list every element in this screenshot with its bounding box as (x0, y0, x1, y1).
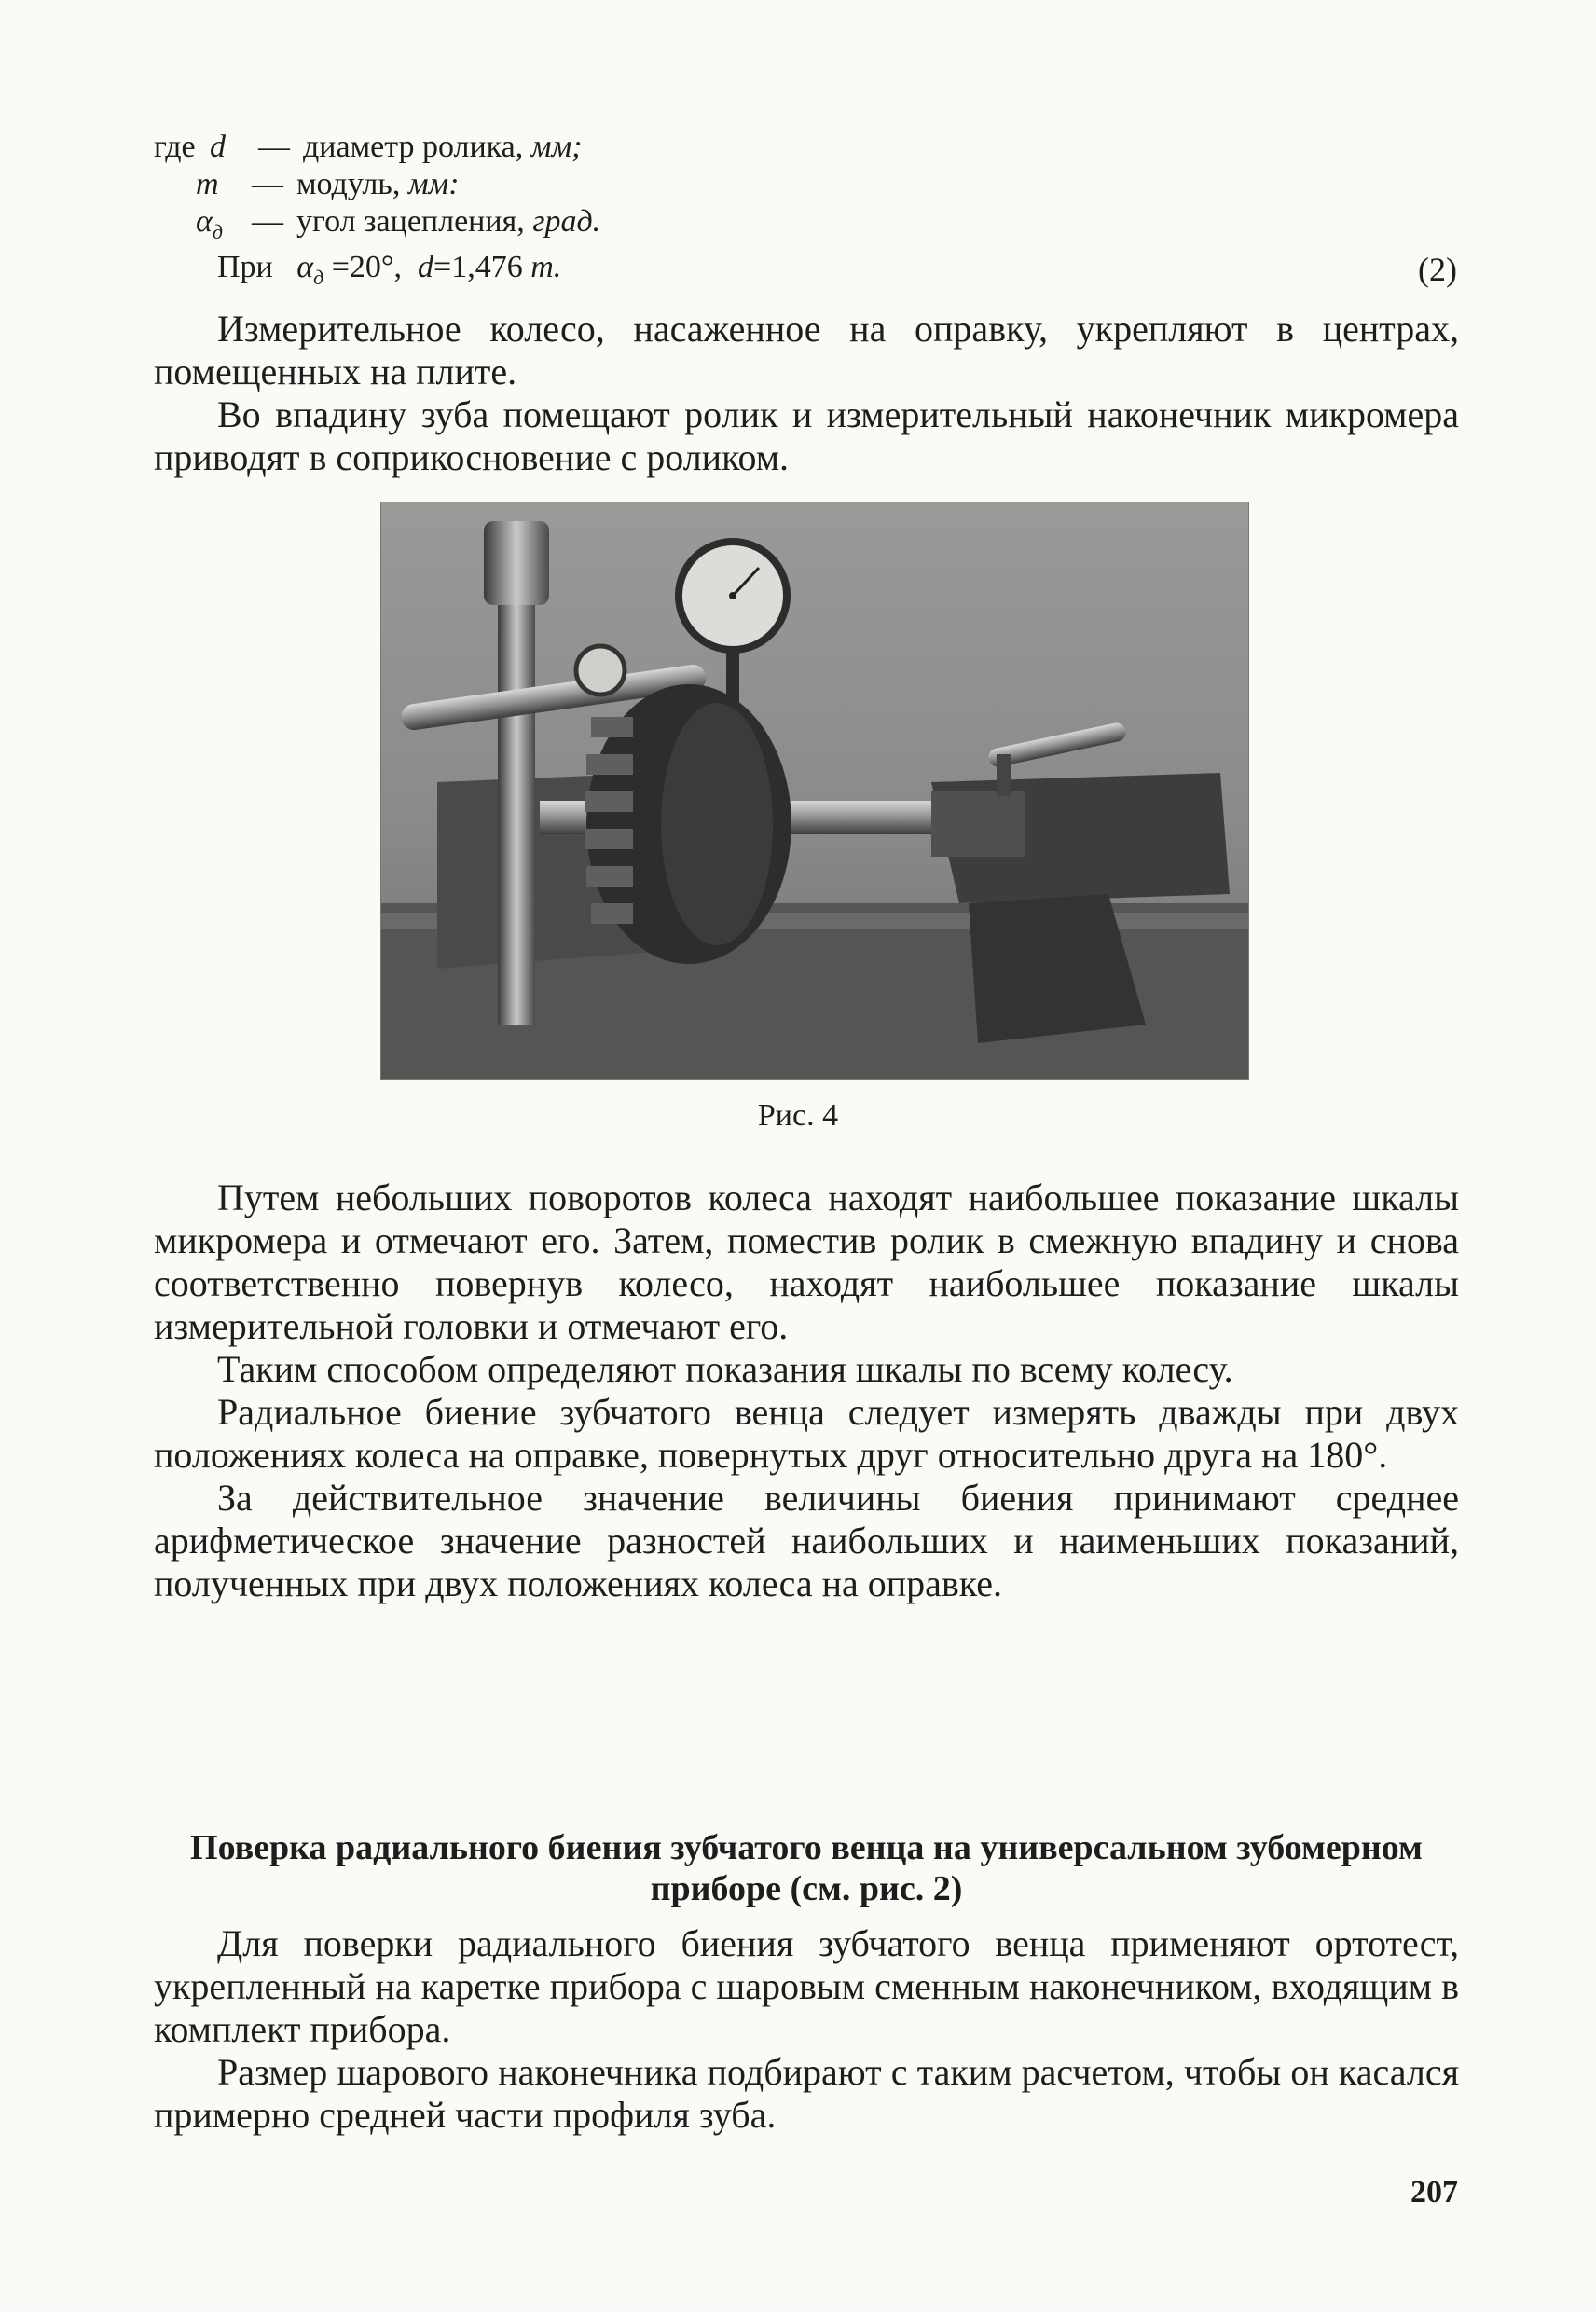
paragraph: Для поверки радиального биения зубчатого венца применяют ортотест, укрепленный на каретке прибора с шаровым сменным наконечником, входящим в комплект прибора. (154, 1922, 1459, 2050)
formula-number: (2) (1418, 251, 1457, 288)
text-block-top (154, 308, 1459, 479)
legend-row-d (154, 129, 600, 166)
legend-row-alpha (154, 203, 600, 251)
paragraph: За действительное значение величины биения принимают среднее арифметическое значение разностей наибольших и наименьших показаний, полученных при двух положениях колеса на оправке. (154, 1477, 1459, 1604)
legend-unit: мм: (407, 167, 460, 201)
legend-unit: мм; (530, 130, 583, 164)
legend-dash: — (252, 204, 283, 239)
figure-caption: Рис. 4 (757, 1098, 839, 1133)
symbol-legend (154, 129, 600, 251)
formula-expression (217, 250, 561, 290)
page-number: 207 (1410, 2175, 1458, 2209)
paragraph: Измерительное колесо, насаженное на оправку, укрепляют в центрах, помещенных на плите. (154, 308, 1459, 392)
paragraph: Таким способом определяют показания шкалы по всему колесу. (217, 1348, 1233, 1390)
paragraph: Радиальное биение зубчатого венца следует измерять дважды при двух положениях колеса на оправке, повернутых друг относительно друга на 180°. (154, 1391, 1459, 1476)
legend-symbol-m: m (196, 167, 219, 201)
legend-prefix: где (154, 130, 196, 164)
formula-line (217, 250, 1457, 290)
gear-measuring-device-illustration (381, 502, 1248, 1079)
text-block-middle (154, 1177, 1459, 1605)
legend-text: диаметр ролика, (303, 130, 524, 164)
legend-dash: — (252, 167, 283, 201)
legend-row-m (154, 166, 600, 203)
formula-alpha: α (296, 250, 314, 284)
text-block-bottom (154, 1922, 1459, 2137)
formula-value: =1,476 (433, 250, 523, 284)
formula-angle: =20°, (331, 250, 403, 284)
figure-4-photo (380, 502, 1249, 1080)
paragraph: Путем небольших поворотов колеса находят наибольшее показание шкалы микромера и отмечают его. Затем, поместив ролик в смежную впадину и снова соответственно повернув колесо, находят наибольшее показание шкалы измерительной головки и отмечают его. (154, 1177, 1459, 1347)
paragraph: Во впадину зуба помещают ролик и измерительный наконечник микромера приводят в соприкосновение с роликом. (154, 393, 1459, 478)
formula-alpha-subscript: д (313, 265, 324, 289)
formula-prefix: При (217, 250, 273, 284)
legend-dash: — (258, 130, 290, 164)
formula-d: d (418, 250, 434, 284)
legend-unit: град. (532, 204, 601, 239)
legend-symbol-d: d (210, 130, 226, 164)
legend-text: модуль, (296, 167, 401, 201)
legend-subscript: д (212, 219, 223, 243)
paragraph: Размер шарового наконечника подбирают с таким расчетом, чтобы он касался примерно средней части профиля зуба. (154, 2051, 1459, 2136)
legend-symbol-alpha: $\alpha_д$ (196, 204, 223, 243)
legend-text: угол зацепления, (296, 204, 525, 239)
section-heading: Поверка радиального биения зубчатого венца на универсальном зубомерном приборе (см. рис. 2) (190, 1828, 1423, 1908)
formula-m: m. (530, 250, 562, 284)
